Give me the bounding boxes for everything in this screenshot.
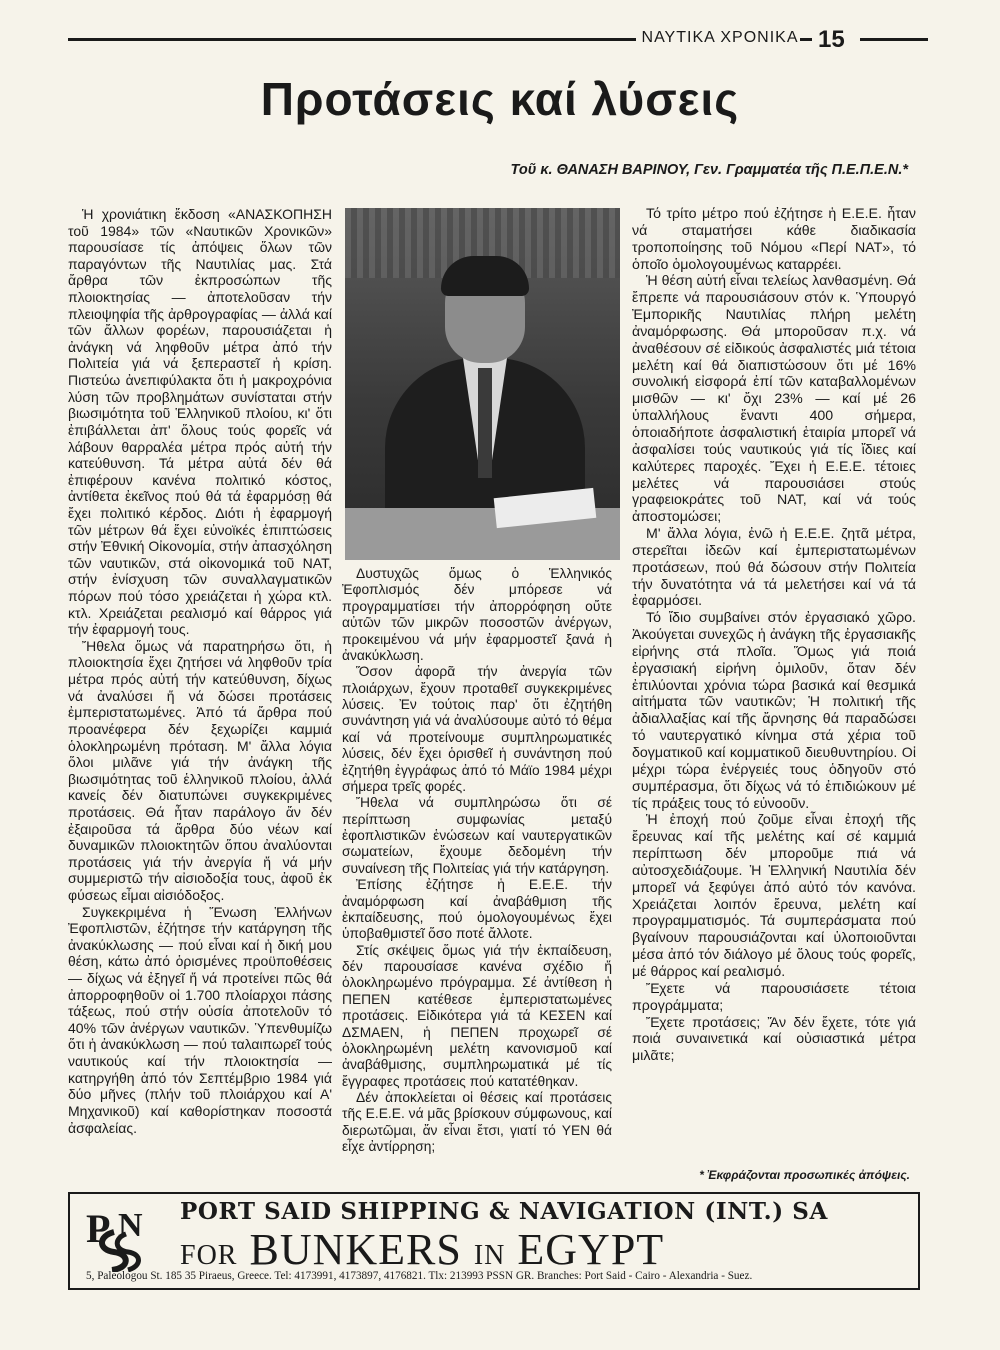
paragraph: Τό τρίτο μέτρο πού ἐζήτησε ἡ Ε.Ε.Ε. ἦταν νά σταματήσει κάθε διαδικασία τροποποίησης τοῦ Νόμου «Περί ΝΑΤ», τό ὁποῖο ὁμολογουμένως καταρρέει. [632, 206, 916, 273]
tie [478, 368, 492, 478]
header-rule-left [68, 38, 636, 41]
article-title: Προτάσεις καί λύσεις [260, 73, 740, 125]
magazine-name: ΝΑΥΤΙΚΑ ΧΡΟΝΙΚΑ [641, 29, 799, 46]
for-word: FOR [180, 1240, 238, 1271]
paragraph: Δέν ἀποκλείεται οἱ θέσεις καί προτάσεις τῆς Ε.Ε.Ε. νά μᾶς βρίσκουν σύμφωνους, καί διερωτῶμαι, ἄν εἶναι ἔτσι, γιατί τό ΥΕΝ θά εἶχε ἀντίρρηση; [342, 1090, 612, 1155]
article-column-1 [68, 206, 332, 1136]
page-number: 15 [818, 26, 845, 53]
paragraph: Ἤθελα ὅμως νά παρατηρήσω ὅτι, ἡ πλοιοκτησία ἔχει ζητήσει νά ληφθοῦν τρία μέτρα πρός αὐτή τήν κατεύθυνση, δίχως νά ἀναλύσει ἤ νά δώσει προτάσεις ἐμπεριστατωμένες. Ἀπό τά ἄρθρα πού προανέφερα δέν ξεχωρίζει καμμιά ὁλοκληρωμένη πρόταση. Μ' ἄλλα λόγια ὅλοι μιλᾶνε γιά τήν ἀνάγκη τῆς βιωσιμότητας τοῦ ἑλληνικοῦ πλοίου, ἀλλά κανείς δέν διατυπώνει συγκεκριμένες προτάσεις. Θά ἦταν παράλογο ἄν δέν ἐξαιροῦσα τά ἄρθρα δύο νέων καί δυναμικῶν πλοιοκτητῶν ὅπου ἀναλύονται προτάσεις γιά τήν ἀνεργία ἤ νά μήν συμμεριστῶ τήν αἰσιοδοξία τους, ἀφοῦ ἐκ φύσεως εἶμαι αἰσιόδοξος. [68, 637, 332, 903]
paragraph: Μ' ἄλλα λόγια, ἐνῶ ἡ Ε.Ε.Ε. ζητᾶ μέτρα, στερεῖται ἰδεῶν καί ἐμπεριστατωμένων προτάσεων, πού θά δώσουν στήν Πολιτεία τήν δυνατότητα νά τά μελετήσει καί νά τά ἐφαρμόσει. [632, 526, 916, 610]
byline: Τοῦ κ. ΘΑΝΑΣΗ ΒΑΡΙΝΟΥ, Γεν. Γραμματέα τῆς Π.Ε.Π.Ε.Ν.* [510, 162, 908, 178]
paragraph: Ἔχετε νά παρουσιάσετε τέτοια προγράμματα; [632, 980, 916, 1014]
article-column-3 [632, 206, 916, 1065]
in-word: IN [473, 1240, 506, 1271]
paragraph: Στίς σκέψεις ὅμως γιά τήν ἐκπαίδευση, δέν παρουσίασε κανένα σχέδιο ἤ ὁλοκληρωμένο πρόγραμμα. Σέ ἀντίθεση ἡ ΠΕΠΕΝ κατέθεσε ἐμπεριστατωμένες προτάσεις. Εἰδικότερα γιά τά ΚΕΣΕΝ καί ΔΣΜΑΕΝ, ἡ ΠΕΠΕΝ προχωρεῖ σέ ὁλοκληρωμένη μελέτη κανονισμοῦ καί ἀναβάθμισης, συμπληρωματικά μέ τίς ἔγγραφες προτάσεις πού κατατέθηκαν. [342, 942, 612, 1089]
header-rule-right [860, 38, 928, 41]
paragraph: Ὅσον ἀφορᾶ τήν ἀνεργία τῶν πλοιάρχων, ἔχουν προταθεῖ συγκεκριμένες λύσεις. Ἐν τούτοις παρ' ὅτι ἐζητήθη συνάντηση γιά νά ἀναλύσουμε αὐτό τό θέμα καί νά προτείνουμε συμπληρωματικές λύσεις, δέν ἔχει ὁρισθεῖ ἡ συνάντηση πού ἐζητήθη ἐγγράφως ἀπό τό Μάϊο 1984 μέχρι σήμερα τρεῖς φορές. [342, 664, 612, 794]
tagline [180, 1224, 664, 1275]
svg-text:P: P [86, 1206, 111, 1251]
paragraph: Ἡ χρονιάτικη ἔκδοση «ΑΝΑΣΚΟΠΗΣΗ τοῦ 1984» τῶν «Ναυτικῶν Χρονικῶν» παρουσίασε τίς ἀπόψεις ὅλων τῶν παραγόντων τῆς Ναυτιλίας μας. Στά ἄρθρα τῶν ἐκπροσώπων τῆς πλοιοκτησίας — ἀποτελοῦσαν τήν πλειοψηφία τῆς ἀρθρογραφίας — ἀλλά καί τῶν ἄλλων φορέων, παρουσιάζεται ἡ ἀνάγκη νά ληφθοῦν μέτρα ἀπό τήν Πολιτεία γιά νά ξεπεραστεῖ ἡ κρίση. Πιστεύω ἀνεπιφύλακτα ὅτι ἡ μακροχρόνια λύση τῶν προβλημάτων συνίσταται στήν βιωσιμότητα τοῦ Ἑλληνικοῦ πλοίου, κι' ὅτι ἐπιβάλλεται ἀπ' ὅλους τούς φορεῖς νά λάβουν θαρραλέα μέτρα πρός αὐτή τήν κατεύθυνση. Τά μέτρα αὐτά δέν θά ἐπιφέρουν κανένα πολιτικό κόστος, ἀντίθετα ἐκεῖνος πού θά τά ἐφαρμόσῃ θά ἔχει πολιτικό κέρδος. Διότι ἡ ἐφαρμογή τῶν μέτρων θά ἔχει εὐνοϊκές ἐπιπτώσεις στήν Ἐθνική Οἰκονομία, στήν ἀπασχόληση τῶν ναυτικῶν, στά οἰκονομικά τοῦ ΝΑΤ, στήν ἐνίσχυση τῶν συναλλαγματικῶν πόρων πού τόσο χρειάζεται ἡ χώρα κτλ. κτλ. Χρειάζεται ρεαλισμό καί θάρρος γιά τήν ἐφαρμογή τους. [68, 206, 332, 638]
footnote: * Ἐκφράζονται προσωπικές ἀπόψεις. [699, 1168, 910, 1182]
paragraph: Συγκεκριμένα ἡ Ἕνωση Ἑλλήνων Ἐφοπλιστῶν, ἐζήτησε τήν κατάργηση τῆς ἀνακύκλωσης — πού εἶναι καί ἡ δική μου θέση, κάτω ἀπό ὁρισμένες προϋποθέσεις — δίχως νά ἐξηγεῖ ἤ νά προτείνει πῶς θά ἀπορροφηθοῦν οἱ 1.700 πλοίαρχοι πάσης τάξεως, πού στήν οὐσία ἀποτελοῦν τό 40% τῶν ἀνέργων ναυτικῶν. Ὑπενθυμίζω ὅτι ἡ ἀνακύκλωση — πού ταλαιπωρεῖ τούς ναυτικούς καί τήν πλοιοκτησία — κατηργήθη ἀπό τόν Σεπτέμβριο 1984 γιά δύο μῆνες (πλήν τοῦ πλοιάρχου καί Α' Μηχανικοῦ) καί καθορίστηκαν ποσοστά ἀσφαλείας. [68, 903, 332, 1136]
paragraph: Τό ἴδιο συμβαίνει στόν ἐργασιακό χῶρο. Ἀκούγεται συνεχῶς ἡ ἀνάγκη τῆς ἐργασιακῆς εἰρήνης στά πλοῖα. Ὅμως γιά ποιά ἐργασιακή εἰρήνη ὁμιλοῦν, ὅταν δέν ἐπιλύονται χρόνια τώρα βασικά καί θεσμικά αἰτήματα τῶν ναυτικῶν; Ἡ πολιτική τῆς ἀδιαλλαξίας καί τῆς ἄρνησης θά παραδώσει τό ναυτεργατικό κίνημα στά χέρια τοῦ δογματικοῦ καί κομματικοῦ διευθυντηρίου. Οἱ μέχρι τώρα ἐνέργειές τους ὁδηγοῦν στό συμπέρασμα, ὅτι δίχως νά τό ἐπιδιώκουν μέ τίς πράξεις τους τό εὐνοοῦν. [632, 610, 916, 812]
paragraph: Ἡ θέση αὐτή εἶναι τελείως λανθασμένη. Θά ἔπρεπε νά παρουσιάσουν στόν κ. Ὑπουργό Ἐμπορικῆς Ναυτιλίας πλήρη μελέτη ἀναμόρφωσης. Θά μποροῦσαν π.χ. νά ἀναθέσουν σέ εἰδικούς ἀσφαλιστές μιά τέτοια μελέτη καί θά διαπιστώσουν ὅτι μέ 16% συνολική εἰσφορά ἐπί τῶν καταβαλλομένων μισθῶν — κι' ὄχι 23% — καί μέ 26 ὑπαλλήλους ἔναντι 400 σήμερα, ὁποιαδήποτε ἀσφαλιστική ἑταιρία μπορεῖ νά ἀσφαλίσει τούς ναυτικούς γιά τίς ἴδιες καί καλύτερες παροχές. Ἔχει ἡ Ε.Ε.Ε. τέτοιες μελέτες νά παρουσιάσει στούς γραφειοκράτες τοῦ ΝΑΤ, καί νά τούς ἀποστομώσει; [632, 273, 916, 526]
svg-text:N: N [118, 1207, 143, 1244]
paragraph: Ἔχετε προτάσεις; Ἄν δέν ἔχετε, τότε γιά ποιά συναινετικά καί οὐσιαστικά μέτρα μιλᾶτε; [632, 1014, 916, 1065]
paragraph: Ἤθελα νά συμπληρώσω ὅτι σέ περίπτωση συμφωνίας μεταξύ ἐφοπλιστικῶν ἑνώσεων καί ναυτεργατικῶν σωματείων, ἔχουμε δεδομένη τήν συναίνεση τῆς Πολιτείας γιά τήν κατάργηση. [342, 795, 612, 876]
paragraph: Ἐπίσης ἐζήτησε ἡ Ε.Ε.Ε. τήν ἀναμόρφωση καί ἀναβάθμιση τῆς ἐκπαίδευσης, πού ὁμολογουμένως ἔχει ὑποβαθμιστεῖ ὅσο ποτέ ἄλλοτε. [342, 877, 612, 942]
egypt-word: EGYPT [517, 1225, 665, 1274]
article-column-2 [342, 566, 612, 1156]
header-rule-mid [800, 38, 812, 41]
pssn-logo-icon [84, 1202, 154, 1272]
author-photo [345, 208, 620, 560]
paragraph: Ἡ ἐποχή πού ζοῦμε εἶναι ἐποχή τῆς ἔρευνας καί τῆς μελέτης καί σέ καμμιά περίπτωση δέν μποροῦμε πιά νά αὐτοσχεδιάζουμε. Ἡ Ἑλληνική Ναυτιλία δέν μπορεῖ νά ξεφύγει ἀπό αὐτό τόν κανόνα. Χρειάζεται λοιπόν ἔρευνα, μελέτη καί προγραμματισμός. Τά συμπεράσματα πού βγαίνουν παρουσιάζονται καί ὑλοποιοῦνται μέσα ἀπό τόν διάλογο μέ ὅλους τούς φορεῖς, μέ θάρρος καί ρεαλισμό. [632, 812, 916, 980]
company-name: PORT SAID SHIPPING & NAVIGATION (INT.) SA [180, 1198, 828, 1225]
bunkers-word: BUNKERS [249, 1225, 462, 1274]
paragraph: Δυστυχῶς ὅμως ὁ Ἑλληνικός Ἐφοπλισμός δέν μπόρεσε νά προγραμματίσει τήν ἀπορρόφηση οὔτε αὐτῶν τῶν μικρῶν ποσοστῶν ἀνέργων, προκειμένου νά μήν ἐφαρμοστεῖ ξανά ἡ ἀνακύκλωση. [342, 566, 612, 663]
company-address: 5, Paleologou St. 185 35 Piraeus, Greece. Tel: 4173991, 4173897, 4176821. Tlx: 213993 PSSN GR. Branches: Port Said - Cairo - Alexandria - Suez. [86, 1270, 753, 1282]
advertisement [68, 1192, 920, 1290]
hair [441, 256, 529, 296]
